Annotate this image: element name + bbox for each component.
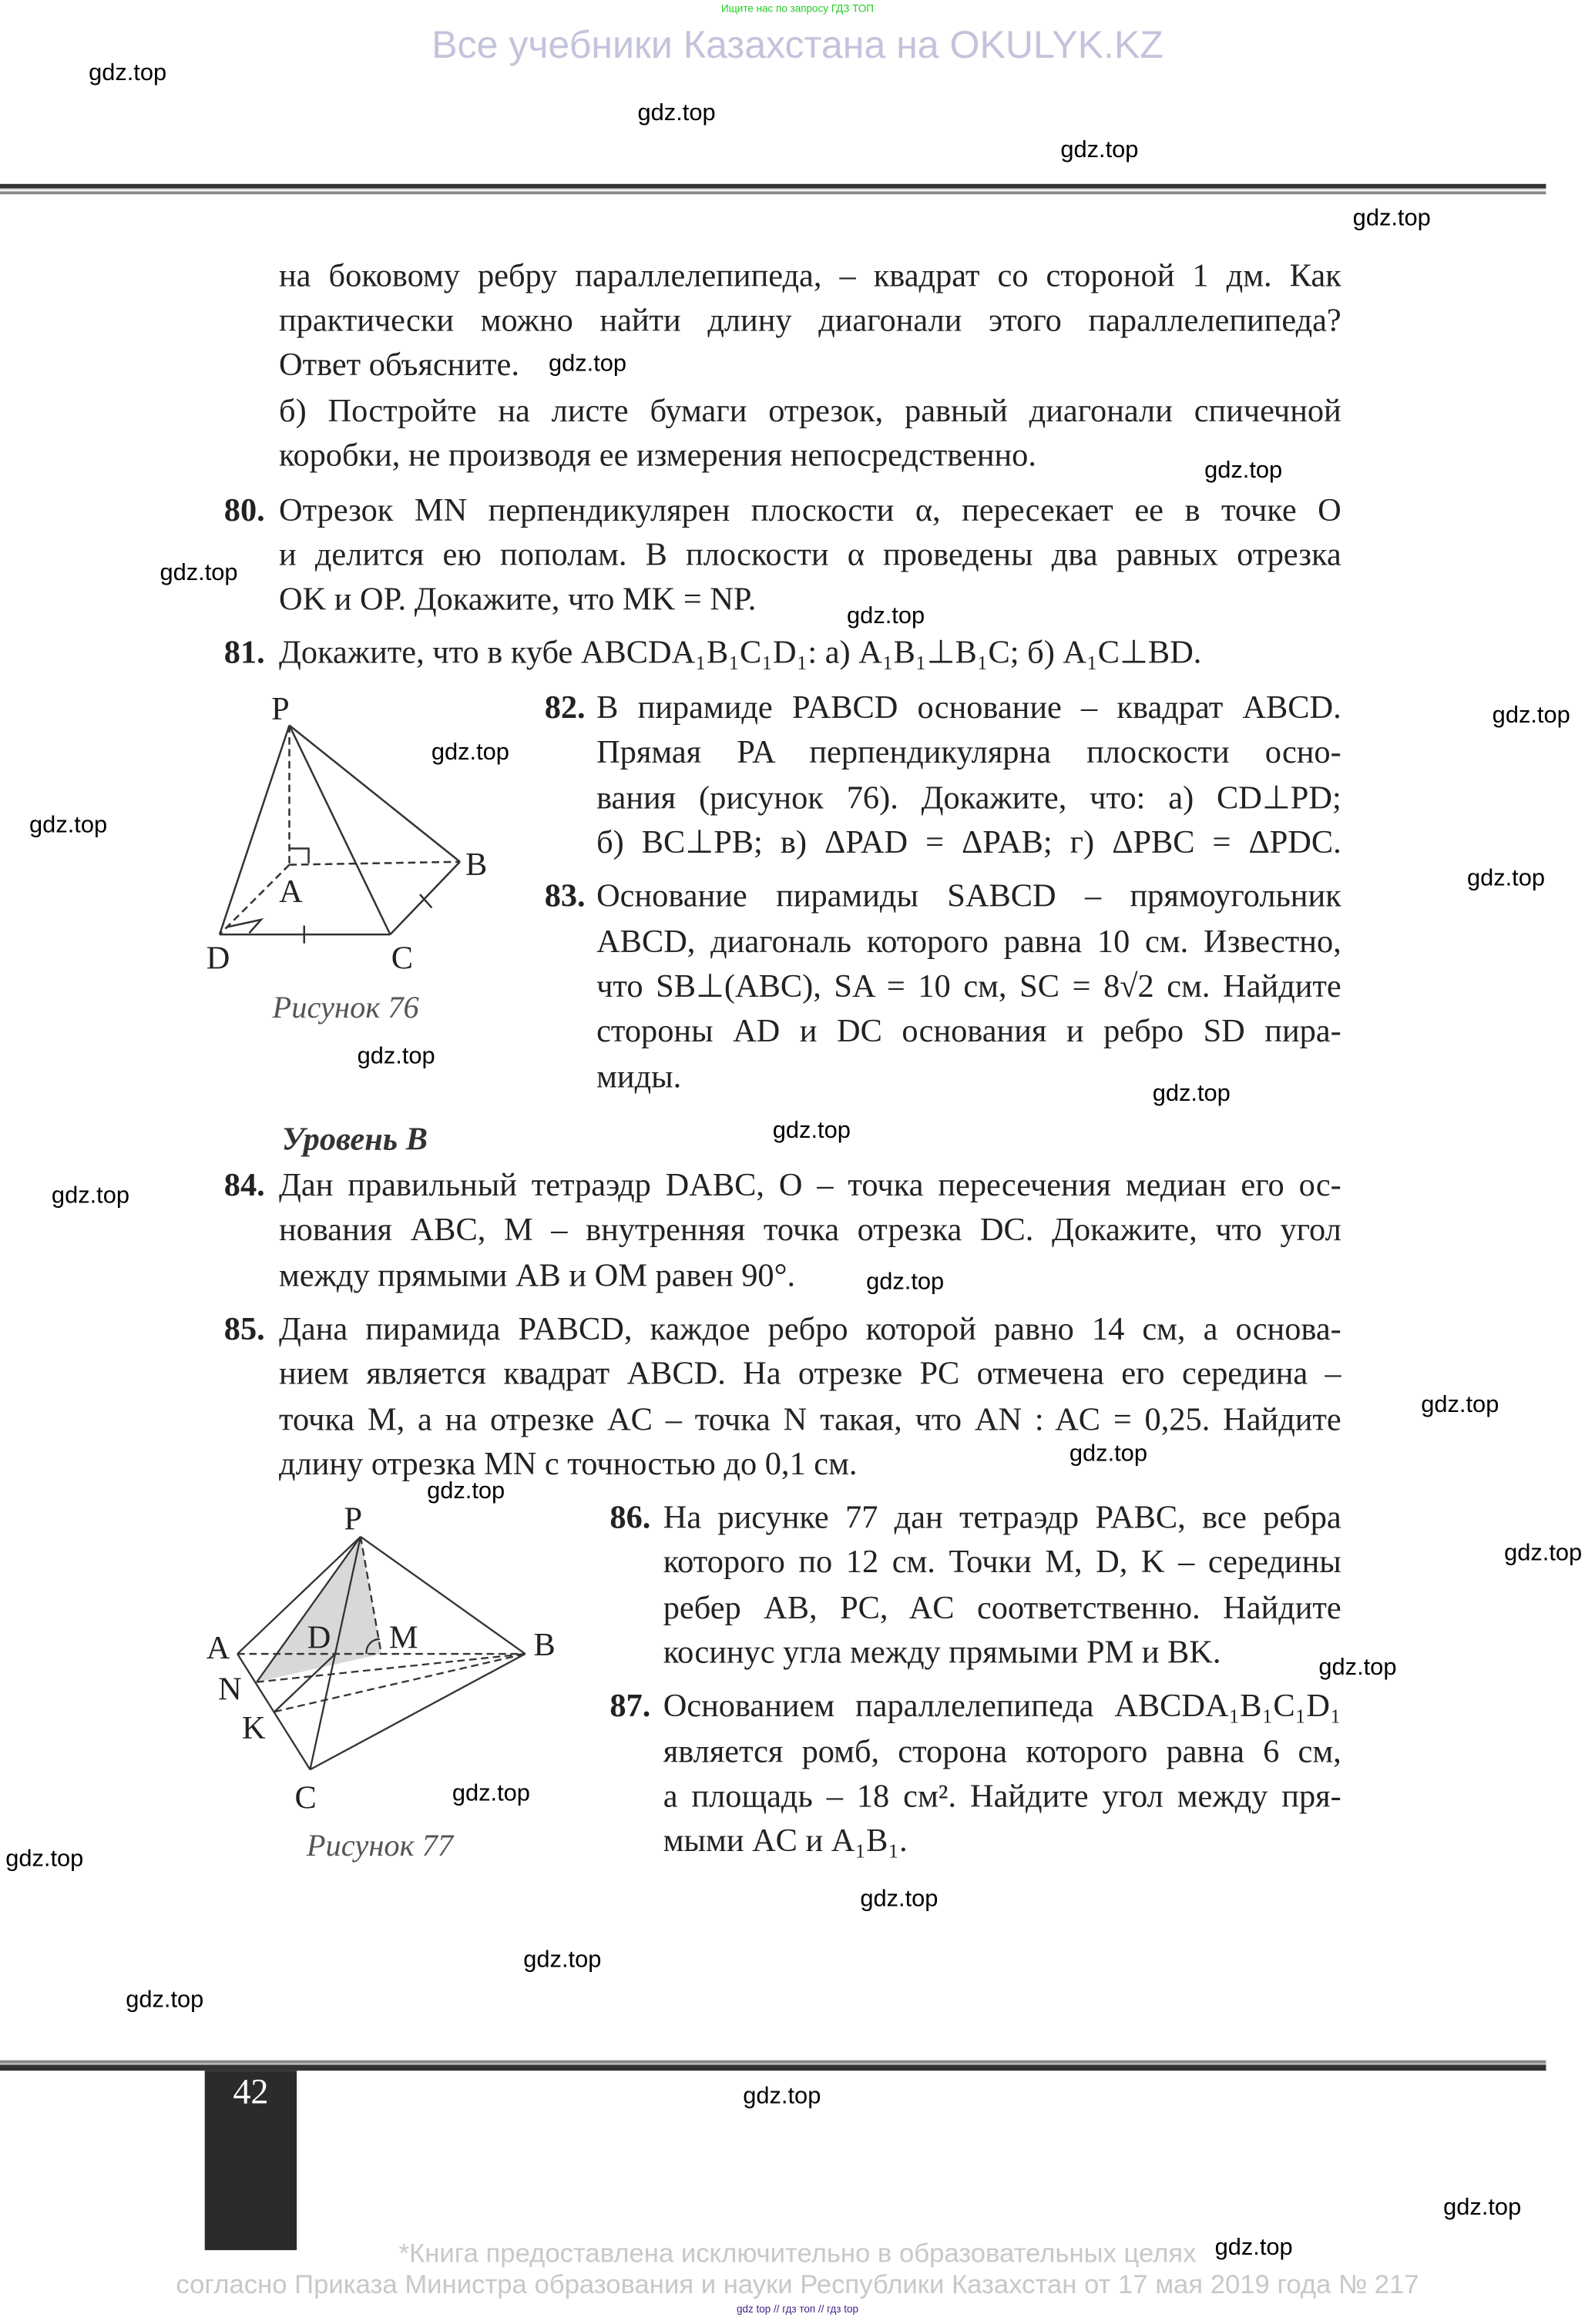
watermark-text: gdz.top	[847, 603, 925, 629]
problem-number: 82.	[544, 688, 586, 726]
problem-number: 80.	[223, 491, 265, 528]
fig77-label-d: D	[307, 1619, 331, 1656]
fig76-label-d: D	[206, 940, 230, 977]
fig77-label-c: C	[294, 1779, 317, 1816]
text-line: В пирамиде PABCD основание – квадрат ABCD.	[596, 688, 1341, 726]
text-line: Основанием параллелепипеда ABCDA₁B₁C₁D₁	[663, 1686, 1341, 1724]
site-title[interactable]: Все учебники Казахстана на OKULYK.KZ	[431, 22, 1164, 67]
watermark-text: gdz.top	[1204, 458, 1283, 484]
fig76-label-p: P	[271, 690, 290, 727]
text-line: Докажите, что в кубе ABCDA₁B₁C₁D₁: а) A₁B₁⊥B₁C; б) A₁C⊥BD.	[279, 633, 1202, 671]
text-line: миды.	[596, 1057, 682, 1095]
page-number: 42	[233, 2073, 269, 2113]
footer-disclaimer-line2: согласно Приказа Министра образования и науки Республики Казахстан от 17 мая 2019 года № 217	[176, 2269, 1419, 2299]
text-line: между прямыми AB и OM равен 90°.	[279, 1256, 796, 1294]
text-line: коробки, не производя ее измерения непосредственно.	[279, 436, 1036, 474]
text-line: и делится ею пополам. В плоскости α проведены два равных отрезка	[279, 535, 1341, 573]
text-line: является ромб, сторона которого равна 6 см,	[663, 1732, 1341, 1770]
text-line: ребер AB, PC, AC соответственно. Найдите	[663, 1588, 1341, 1626]
text-line: мыми AC и A₁B₁.	[663, 1821, 908, 1859]
problem-number: 83.	[544, 877, 586, 914]
watermark-text: gdz.top	[89, 60, 167, 86]
text-line: точка M, а на отрезке AC – точка N такая, что AN : AC = 0,25. Найдите	[279, 1400, 1341, 1437]
watermark-text: gdz.top	[1492, 703, 1570, 729]
text-line: Дана пирамида PABCD, каждое ребро которой равно 14 см, а основа-	[279, 1310, 1341, 1347]
text-line: а площадь – 18 см². Найдите угол между пря-	[663, 1776, 1341, 1815]
problem-number: 86.	[609, 1497, 651, 1535]
watermark-text: gdz.top	[29, 813, 108, 838]
text-line: Отрезок MN перпендикулярен плоскости α, пересекает ее в точке O	[279, 491, 1341, 528]
text-line: что SB⊥(ABC), SA = 10 см, SC = 8√2 см. Найдите	[596, 967, 1341, 1004]
text-line: б) Постройте на листе бумаги отрезок, равный диагонали спичечной	[279, 391, 1341, 429]
problem-number: 84.	[223, 1165, 265, 1203]
text-line: На рисунке 77 дан тетраэдр PABC, все ребра	[663, 1497, 1341, 1535]
footer-disclaimer-line1: *Книга предоставлена исключительно в образовательных целях	[398, 2238, 1197, 2269]
watermark-text: gdz.top	[1466, 866, 1546, 892]
text-line: нования ABC, M – внутренняя точка отрезка DC. Докажите, что угол	[279, 1210, 1341, 1248]
watermark-text: gdz.top	[1443, 2195, 1522, 2221]
text-line: OK и OP. Докажите, что MK = NP.	[279, 579, 757, 618]
fig76-label-b: B	[465, 847, 488, 884]
watermark-text: gdz.top	[357, 1044, 435, 1070]
problem-number: 81.	[223, 633, 265, 671]
text-line: б) BC⊥PB; в) ΔPAD = ΔPAB; г) ΔPBC = ΔPDC.	[596, 823, 1341, 860]
text-line: Прямая PA перпендикулярна плоскости осно-	[596, 733, 1341, 770]
fig76-caption: Рисунок 76	[272, 989, 419, 1025]
text-line: длину отрезка MN с точностью до 0,1 см.	[279, 1444, 858, 1482]
watermark-text: gdz.top	[427, 1478, 505, 1504]
watermark-text: gdz.top	[160, 560, 238, 586]
watermark-text: gdz.top	[431, 739, 509, 766]
text-line: Ответ объясните.	[279, 345, 519, 383]
text-line: которого по 12 см. Точки M, D, K – середины	[663, 1542, 1341, 1580]
text-line: косинус угла между прямыми PM и BK.	[663, 1633, 1221, 1671]
footer-tiny-link[interactable]: gdz top // гдз топ // гдз top	[737, 2305, 858, 2316]
text-line: Основание пирамиды SABCD – прямоугольник	[596, 877, 1341, 914]
watermark-text: gdz.top	[452, 1781, 530, 1807]
watermark-text: gdz.top	[1214, 2235, 1293, 2261]
fig77-label-b: B	[533, 1626, 556, 1663]
watermark-text: gdz.top	[866, 1269, 945, 1296]
watermark-text: gdz.top	[523, 1947, 602, 1974]
watermark-text: gdz.top	[549, 351, 627, 377]
fig77-label-p: P	[344, 1501, 363, 1538]
watermark-text: gdz.top	[743, 2084, 821, 2110]
fig77-label-m: M	[388, 1619, 418, 1656]
watermark-text: gdz.top	[1152, 1081, 1231, 1107]
watermark-text: gdz.top	[1421, 1393, 1499, 1418]
text-line: вания (рисунок 76). Докажите, что: а) CD⊥PD;	[596, 778, 1341, 817]
watermark-text: gdz.top	[1504, 1541, 1583, 1567]
watermark-text: gdz.top	[1352, 206, 1431, 232]
watermark-text: gdz.top	[51, 1183, 129, 1209]
watermark-text: gdz.top	[5, 1846, 84, 1873]
fig77-label-n: N	[218, 1671, 242, 1708]
text-line: стороны AD и DC основания и ребро SD пира-	[596, 1011, 1341, 1049]
text-line: нием является квадрат ABCD. На отрезке PC отмечена его середина –	[279, 1354, 1341, 1392]
text-line: Дан правильный тетраэдр DABC, O – точка пересечения медиан его ос-	[279, 1165, 1341, 1203]
watermark-text: gdz.top	[637, 100, 716, 126]
fig76-label-c: C	[391, 940, 413, 977]
text-line: ABCD, диагональ которого равна 10 см. Известно,	[596, 922, 1341, 960]
fig77-label-k: K	[241, 1709, 266, 1746]
watermark-text: gdz.top	[860, 1886, 939, 1913]
fig77-label-a: A	[206, 1629, 230, 1666]
watermark-text: gdz.top	[1318, 1655, 1397, 1681]
text-line: на боковому ребру параллелепипеда, – квадрат со стороной 1 дм. Как	[279, 257, 1341, 294]
page-number-tab	[205, 2071, 297, 2250]
text-line: практически можно найти длину диагонали этого параллелепипеда?	[279, 300, 1341, 339]
watermark-text: gdz.top	[1060, 138, 1139, 163]
watermark-text: gdz.top	[772, 1118, 851, 1144]
watermark-text: gdz.top	[1069, 1441, 1147, 1467]
problem-number: 85.	[223, 1310, 265, 1347]
level-heading: Уровень B	[281, 1119, 428, 1157]
watermark-text: gdz.top	[126, 1987, 204, 2014]
search-hint: Ищите нас по запросу ГДЗ ТОП	[721, 4, 874, 15]
fig76-label-a: A	[279, 873, 303, 910]
problem-number: 87.	[609, 1686, 651, 1724]
fig77-caption: Рисунок 77	[306, 1827, 454, 1863]
